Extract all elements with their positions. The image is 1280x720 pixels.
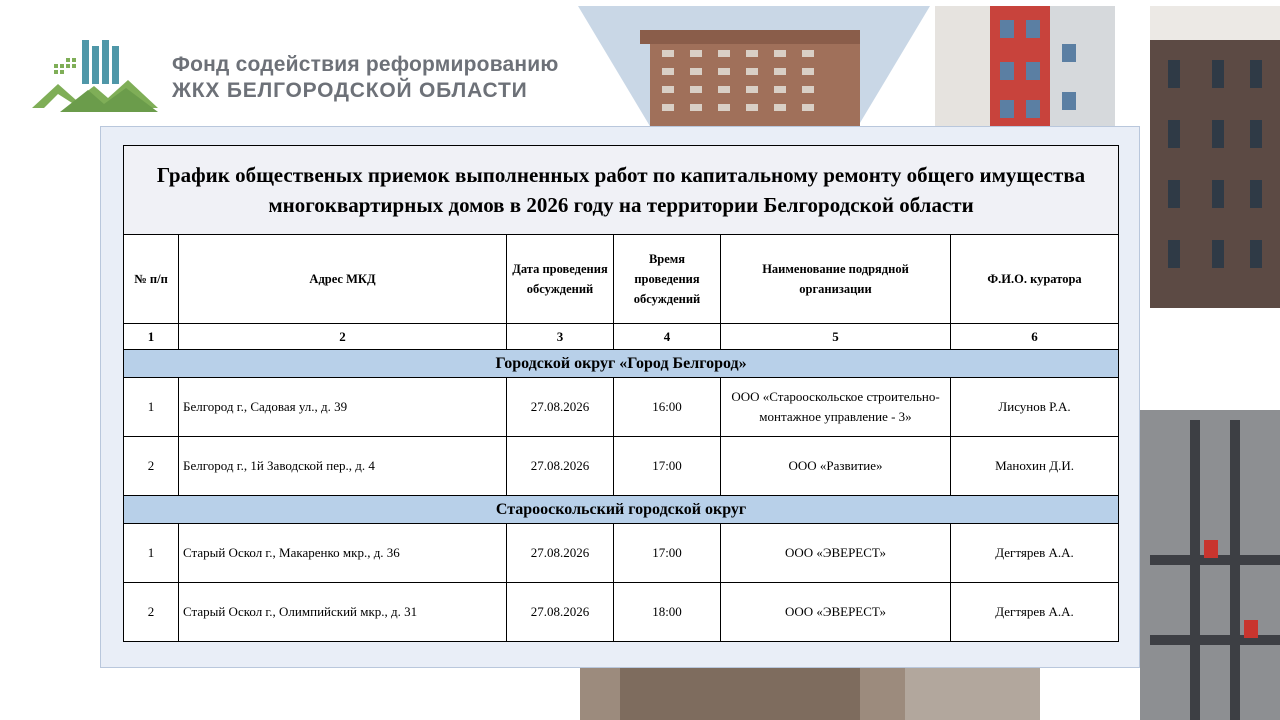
column-number: 2 <box>179 324 507 350</box>
organization-name-line2: ЖКХ БЕЛГОРОДСКОЙ ОБЛАСТИ <box>172 79 528 102</box>
row-number: 1 <box>124 524 179 583</box>
row-contractor: ООО «ЭВЕРЕСТ» <box>721 524 951 583</box>
row-address: Белгород г., Садовая ул., д. 39 <box>179 378 507 437</box>
table-row <box>124 378 1119 437</box>
row-curator: Манохин Д.И. <box>951 437 1119 496</box>
row-date: 27.08.2026 <box>507 437 614 496</box>
row-contractor: ООО «Старооскольское строительно-монтажное управление - 3» <box>721 378 951 437</box>
schedule-table <box>123 145 1119 642</box>
fund-logo <box>30 38 160 114</box>
table-row <box>124 583 1119 642</box>
schedule-card <box>100 126 1140 668</box>
row-number: 2 <box>124 437 179 496</box>
row-curator: Дегтярев А.А. <box>951 524 1119 583</box>
column-header-number: № п/п <box>124 235 179 324</box>
row-time: 17:00 <box>614 524 721 583</box>
column-header-address: Адрес МКД <box>179 235 507 324</box>
table-row <box>124 437 1119 496</box>
section-title-belgorod: Городской округ «Город Белгород» <box>124 350 1119 378</box>
row-address: Старый Оскол г., Макаренко мкр., д. 36 <box>179 524 507 583</box>
column-number: 3 <box>507 324 614 350</box>
row-contractor: ООО «Развитие» <box>721 437 951 496</box>
section-title-stary-oskol: Старооскольский городской округ <box>124 496 1119 524</box>
section-row <box>124 350 1119 378</box>
row-curator: Лисунов Р.А. <box>951 378 1119 437</box>
column-number: 6 <box>951 324 1119 350</box>
row-time: 17:00 <box>614 437 721 496</box>
row-number: 1 <box>124 378 179 437</box>
row-date: 27.08.2026 <box>507 524 614 583</box>
row-number: 2 <box>124 583 179 642</box>
row-contractor: ООО «ЭВЕРЕСТ» <box>721 583 951 642</box>
row-address: Белгород г., 1й Заводской пер., д. 4 <box>179 437 507 496</box>
table-header-row <box>124 235 1119 324</box>
column-header-contractor: Наименование подрядной организации <box>721 235 951 324</box>
column-header-date: Дата проведения обсуждений <box>507 235 614 324</box>
organization-name-line1: Фонд содействия реформированию <box>172 53 559 76</box>
table-row <box>124 524 1119 583</box>
column-header-time: Время проведения обсуждений <box>614 235 721 324</box>
row-time: 18:00 <box>614 583 721 642</box>
table-title: График общественых приемок выполненных работ по капитальному ремонту общего имущества многоквартирных домов в 2026 году на территории Белгородской области <box>124 146 1119 235</box>
column-header-curator: Ф.И.О. куратора <box>951 235 1119 324</box>
row-date: 27.08.2026 <box>507 378 614 437</box>
row-curator: Дегтярев А.А. <box>951 583 1119 642</box>
column-number: 4 <box>614 324 721 350</box>
column-number-row <box>124 324 1119 350</box>
section-row <box>124 496 1119 524</box>
row-address: Старый Оскол г., Олимпийский мкр., д. 31 <box>179 583 507 642</box>
column-number: 1 <box>124 324 179 350</box>
organization-name <box>172 52 559 104</box>
column-number: 5 <box>721 324 951 350</box>
row-date: 27.08.2026 <box>507 583 614 642</box>
row-time: 16:00 <box>614 378 721 437</box>
